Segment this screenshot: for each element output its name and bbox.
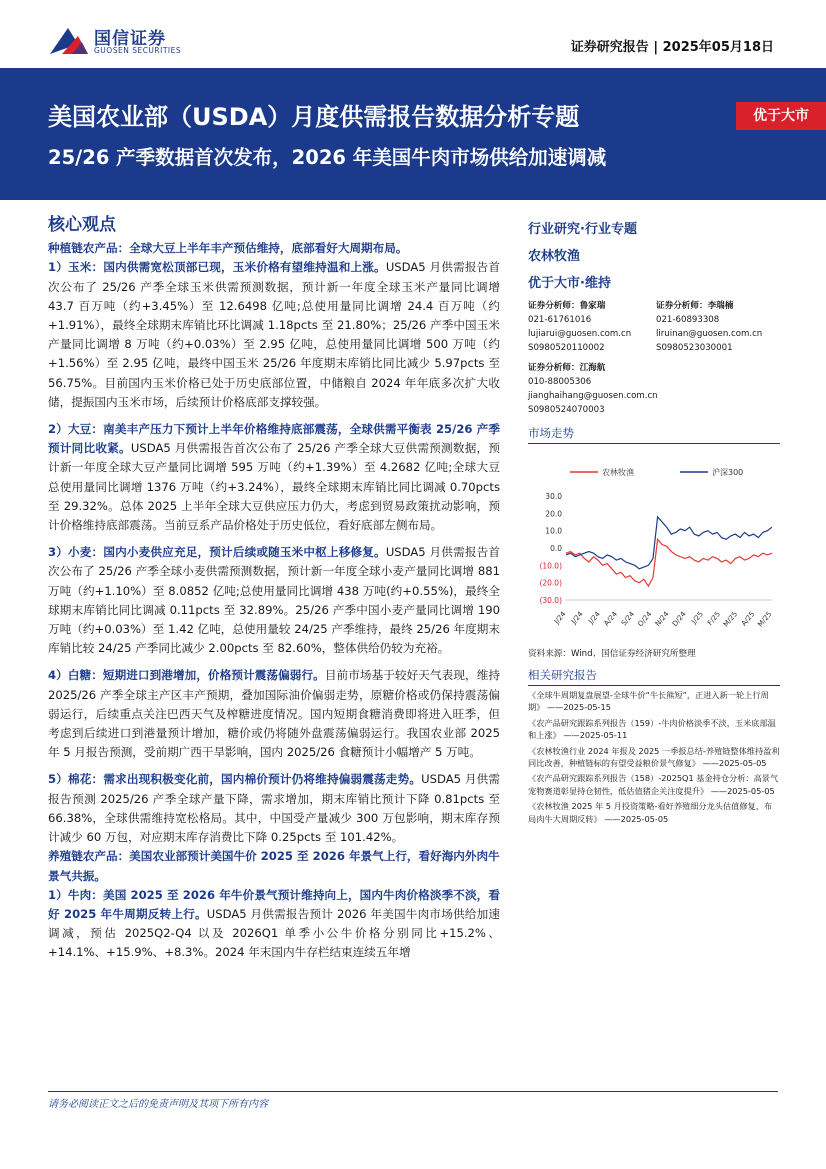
meta-divider: | [653, 40, 663, 55]
analyst-phone: 021-60893308 [656, 315, 720, 325]
y-tick-label: (10.0) [539, 561, 562, 571]
cotton-paragraph [48, 770, 500, 847]
report-subtitle: 25/26 产季数据首次发布，2026 年美国牛肉市场供给加速调减 [48, 146, 607, 169]
soy-heading: 2）大豆：南美丰产压力下预计上半年价格维持底部震荡，全球供需平衡表 25/26 产季预计同比收紧。 [48, 422, 500, 456]
corn-paragraph [48, 258, 500, 412]
analyst-row [528, 299, 780, 355]
brand-name-en: GUOSEN SECURITIES [94, 46, 182, 55]
footer-divider [48, 1091, 778, 1092]
analyst-email[interactable]: liruinan@guosen.com.cn [656, 329, 763, 339]
analyst-name: 鲁家瑞 [579, 301, 606, 311]
related-item[interactable]: 《农产品研究跟踪系列报告（158）-2025Q1 基金持仓分析：高景气宠物赛道彰显持仓韧性，低估值猪企关注度提升》 ——2025-05-05 [528, 773, 779, 796]
report-date: 2025年05月18日 [662, 40, 774, 55]
core-title: 核心观点 [48, 215, 116, 235]
soy-body: USDA5 月供需报告首次公布了 25/26 产季全球大豆供需预测数据，预计新一年度全球大豆产量同比调增 595 万吨（约+1.39%）至 4.2682 亿吨;全球大豆总使用量同比调增 1376 万吨（约+3.24%），最终全球期末库销比同比调减 0.70pcts 至 29.32%。总体 2025 上半年全球大豆供应压力仍大，考虑到贸易政策扰动影响，预计价格维持底部震荡。当前豆系产品价格处于历史低位，看好底部左侧布局。 [48, 441, 500, 533]
analyst-label: 证券分析师： [656, 301, 708, 311]
x-tick-label: J/24 [569, 610, 585, 626]
wheat-paragraph [48, 543, 500, 658]
analyst-phone: 010-88005306 [528, 377, 592, 387]
rating-badge: 优于大市 [736, 102, 826, 130]
related-list [528, 689, 780, 825]
x-tick-label: J/24 [587, 610, 602, 626]
related-item[interactable]: 《农林牧渔 2025 年 5 月投资策略-看好养殖细分龙头估值修复，布局肉牛大周期反转》 ——2025-05-05 [528, 801, 773, 824]
analyst-cert: S0980523030001 [656, 343, 733, 353]
analyst-card [528, 299, 652, 355]
chart-source: 资料来源：Wind、国信证券经济研究所整理 [528, 649, 696, 659]
analyst-label: 证券分析师： [528, 301, 580, 311]
x-tick-label: F/25 [706, 610, 723, 628]
related-item[interactable]: 《农林牧渔行业 2024 年报及 2025 一季报总结-养殖链整体维持盈利同比改善，种植链标的有望受益粮价景气修复》 ——2025-05-05 [528, 745, 780, 769]
y-tick-label: (30.0) [539, 596, 562, 605]
brand-logo [48, 24, 228, 60]
x-tick-label: A/24 [602, 610, 620, 628]
analyst-label: 证券分析师： [528, 363, 580, 373]
x-tick-label: N/24 [653, 610, 671, 628]
related-item[interactable]: 《全球牛周期复盘展望-全球牛价“牛长熊短”，正进入新一轮上行周期》 ——2025-05-15 [528, 690, 769, 713]
beef-body: USDA5 月供需报告预计 2026 年美国牛肉市场供给加速调减，预估 2025Q2-Q4 以及 2026Q1 单季小公牛价格分别同比+15.2%、+14.1%、+15.9%、+8.3%。2024 年末国内牛存栏结束连续五年增 [48, 906, 500, 960]
side-panel [528, 218, 780, 825]
analyst-card [528, 361, 658, 417]
analyst-cert: S0980524070003 [528, 405, 605, 415]
sugar-body: 目前市场基于较好天气表现，维持 2025/26 产季全球主产区丰产预期，叠加国际油价偏弱走势，原糖价格或仍保持震荡偏弱运行，后续重点关注巴西天气及榨糖进度情况。国内短期食糖消费即将进入旺季，但考虑到后续进口到港量预计增加，糖价或仍将随外盘震荡偏弱运行。我国农业部 2025 年 5 月报告预测，受前期广西干旱影响，国内 2025/26 食糖预计小幅增产 5 万吨。 [48, 668, 500, 760]
analyst-cert: S0980520110002 [528, 343, 605, 353]
cotton-heading: 5）棉花：需求出现积极变化前，国内棉价预计仍将维持偏弱震荡走势。 [48, 772, 422, 787]
sugar-paragraph [48, 666, 500, 762]
y-tick-label: (20.0) [539, 578, 562, 588]
analyst-email[interactable]: lujiarui@guosen.com.cn [528, 329, 632, 339]
soy-paragraph [48, 420, 500, 535]
core-views [48, 216, 500, 971]
sugar-heading: 4）白糖：短期进口到港增加，价格预计震荡偏弱行。 [48, 668, 325, 683]
analyst-card [656, 299, 780, 355]
y-tick-label: 20.0 [545, 509, 562, 519]
related-item[interactable]: 《农产品研究跟踪系列报告（159）-牛肉价格淡季不淡，玉米底部温和上涨》 ——2025-05-11 [528, 717, 776, 741]
report-category: 行业研究·行业专题 [528, 222, 637, 237]
breeding-heading: 养殖链农产品：美国农业部预计美国牛价 2025 至 2026 年景气上行，看好海内外肉牛景气共振。 [48, 849, 500, 883]
y-tick-label: 0.0 [550, 544, 562, 553]
x-tick-label: A/25 [739, 610, 757, 628]
brand-name: 国信证券 [94, 29, 166, 49]
wheat-body: USDA5 月供需报告首次公布了 25/26 产季全球小麦供需预测数据，预计新一年度全球小麦产量同比调增 881 万吨（约+1.10%）至 8.0852 亿吨;总使用量同比调增 438 万吨(约+0.55%)，最终全球期末库销比同比调减 0.11pcts 至 32.89%。25/26 产季中国小麦产量同比调增 190 万吨（约+0.03%）至 1.42 亿吨，总使用量较 24/25 产季维持，最终 25/26 年度期末库销比较 24/25 产季同比减少 2.00pcts 至 82.60%，整体供给仍较为充裕。 [48, 545, 500, 656]
planting-heading: 种植链农产品：全球大豆上半年丰产预估维持，底部看好大周期布局。 [48, 241, 408, 256]
x-tick-label: M/25 [721, 610, 740, 629]
x-tick-label: O/24 [636, 610, 654, 629]
cotton-body: USDA5 月供需报告预测 2025/26 产季全球产量下降，需求增加，期末库销比预计下降 0.81pcts 至 66.38%，全球供需维持宽松格局。其中，中国受产量减少 300 万包影响，期末库存预计减少 60 万包，对应期末库存消费比下降 0.25pcts 至 101.42%。 [48, 772, 500, 845]
report-meta [571, 36, 774, 55]
x-tick-label: S/24 [619, 610, 637, 628]
x-tick-label: M/25 [756, 610, 774, 629]
x-tick-label: D/24 [670, 610, 688, 629]
guosen-logo-icon [48, 24, 90, 58]
beef-heading: 1）牛肉：美国 2025 至 2026 年牛价景气预计维持向上，国内牛肉价格淡季不淡，看好 2025 年牛周期反转上行。 [48, 887, 500, 921]
related-research-title: 相关研究报告 [528, 667, 780, 686]
series-line [566, 539, 772, 586]
beef-paragraph [48, 886, 500, 963]
analyst-email[interactable]: jianghaihang@guosen.com.cn [528, 391, 658, 401]
y-tick-label: 30.0 [545, 492, 562, 501]
x-tick-label: J/25 [690, 610, 705, 626]
legend-label: 农林牧渔 [602, 468, 634, 477]
analyst-name: 江海航 [579, 363, 606, 373]
corn-body: USDA5 月供需报告首次公布了 25/26 产季全球玉米供需预测数据，预计新一年度全球玉米产量同比调增 43.7 百万吨（约+3.45%）至 12.6498 亿吨;总使用量同比调增 24.4 百万吨（约+1.91%），最终全球期末库销比环比调减 1.18pcts 至 21.80%；25/26 产季中国玉米产量同比调增 8 万吨（约+0.03%）至 2.95 亿吨，总使用量同比调增 500 万吨（约+1.56%）至 2.95 亿吨，最终中国玉米 25/26 年度期末库销比同比减少 5.97pcts 至 56.75%。目前国内玉米价格已处于历史底部位置，中储粮自 2024 年年底多次扩大收储，提振国内玉米市场，后续预计价格底部支撑较强。 [48, 260, 500, 409]
x-tick-label: J/24 [552, 610, 568, 626]
report-title: 美国农业部（USDA）月度供需报告数据分析专题 [48, 103, 580, 131]
analyst-phone: 021-61761016 [528, 315, 592, 325]
title-banner [0, 68, 826, 200]
market-trend-title: 市场走势 [528, 425, 780, 444]
series-line [566, 517, 772, 569]
corn-heading: 1）玉米：国内供需宽松顶部已现，玉米价格有望维持温和上涨。 [48, 260, 386, 275]
sector-name: 农林牧渔 [528, 249, 581, 264]
footer-disclaimer: 请务必阅读正文之后的免责声明及其项下所有内容 [48, 1099, 268, 1110]
market-trend-chart [528, 450, 780, 640]
report-type: 证券研究报告 [570, 40, 649, 55]
rating-line: 优于大市·维持 [528, 276, 611, 291]
wheat-heading: 3）小麦：国内小麦供应充足，预计后续或随玉米中枢上移修复。 [48, 545, 386, 560]
legend-label: 沪深300 [712, 468, 744, 477]
analyst-name: 李瑞楠 [707, 301, 734, 311]
y-tick-label: 10.0 [545, 526, 562, 536]
